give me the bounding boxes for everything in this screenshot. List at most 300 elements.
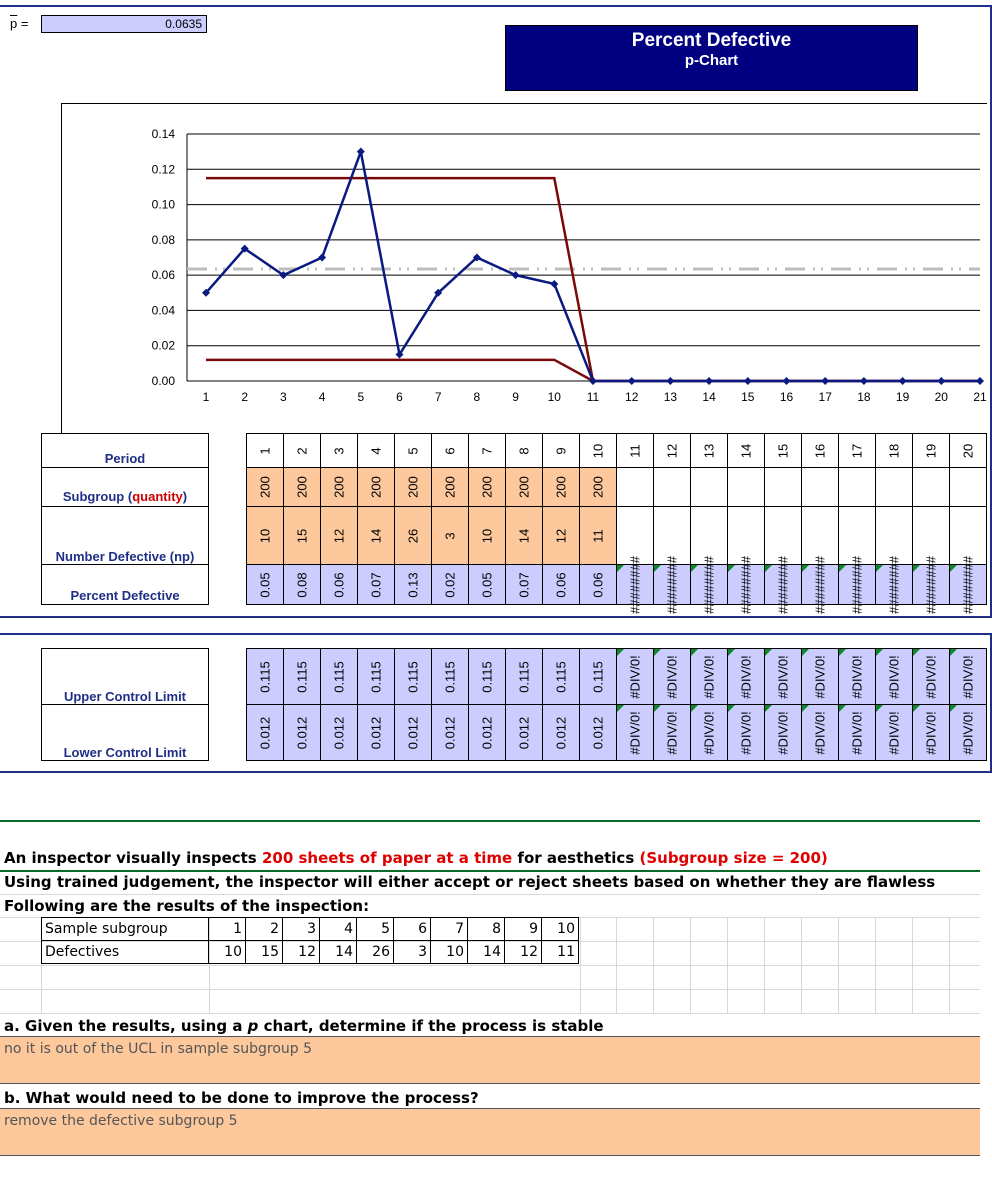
qa-b: chart, determine if the process is stable <box>258 1017 604 1035</box>
pct-cell-text: 0.05 <box>257 571 273 598</box>
np-cell-text: 3 <box>442 531 458 540</box>
period-cell-text: 20 <box>960 443 976 458</box>
label-np: Number Defective (np) <box>41 506 209 565</box>
subgroup-cell[interactable] <box>468 467 506 507</box>
p1d: (Subgroup size = 200) <box>639 849 828 867</box>
divider2 <box>0 870 980 872</box>
ucl-cell[interactable] <box>690 648 728 705</box>
defectives-value[interactable]: 10 <box>209 941 246 964</box>
subgroup-value[interactable]: 8 <box>468 918 505 941</box>
y-tick-label: 0.08 <box>151 232 175 247</box>
x-tick-label: 7 <box>434 390 442 404</box>
subgroup-cell[interactable] <box>357 467 395 507</box>
ucl-cell-text: 0.115 <box>294 660 310 693</box>
p1b: 200 sheets of paper at a time <box>261 849 513 867</box>
period-cell-text: 10 <box>590 443 606 458</box>
y-tick-label: 0.06 <box>151 268 175 283</box>
subgroup-cell[interactable] <box>875 467 913 507</box>
np-cell-text: 12 <box>331 528 347 543</box>
answer-b[interactable]: remove the defective subgroup 5 <box>0 1108 980 1156</box>
period-cell[interactable] <box>283 433 321 468</box>
subgroup-cell[interactable] <box>246 467 284 507</box>
subgroup-cell-text: 200 <box>331 476 347 498</box>
p1a: An inspector visually inspects <box>4 849 262 867</box>
lcl-cell[interactable] <box>838 704 876 761</box>
y-tick-label: 0.10 <box>151 197 175 212</box>
label-period: Period <box>41 433 209 468</box>
period-cell[interactable] <box>579 433 617 468</box>
lcl-cell[interactable] <box>246 704 284 761</box>
defectives-value[interactable]: 15 <box>246 941 283 964</box>
pct-cell-text: 0.07 <box>368 571 384 598</box>
y-tick-label: 0.12 <box>151 162 175 177</box>
ucl-cell[interactable] <box>579 648 617 705</box>
lcl-cell-text: #DIV/0! <box>886 710 902 755</box>
ucl-cell[interactable] <box>727 648 765 705</box>
ucl-cell-text: #DIV/0! <box>738 654 754 699</box>
subgroup-value[interactable]: 4 <box>320 918 357 941</box>
np-cell-text: 14 <box>368 528 384 543</box>
subgroup-cell[interactable] <box>912 467 950 507</box>
question-b: b. What would need to be done to improve the process? <box>4 1089 479 1107</box>
defectives-value[interactable]: 10 <box>431 941 468 964</box>
ucl-cell[interactable] <box>246 648 284 705</box>
ucl-cell[interactable] <box>320 648 358 705</box>
lcl-cell-text: 0.012 <box>257 716 273 749</box>
label-subgroup-text: Subgroup ( <box>62 489 133 504</box>
ucl-cell[interactable] <box>542 648 580 705</box>
pct-cell-text: ######## <box>775 555 791 614</box>
qa-a: a. Given the results, using a <box>4 1017 248 1035</box>
lcl-cell[interactable] <box>505 704 543 761</box>
period-cell-text: 3 <box>331 446 347 455</box>
data-point <box>705 377 713 385</box>
np-cell[interactable] <box>357 506 395 565</box>
lcl-cell-text: #DIV/0! <box>701 710 717 755</box>
np-cell[interactable] <box>246 506 284 565</box>
lcl-cell[interactable] <box>616 704 654 761</box>
answer-a[interactable]: no it is out of the UCL in sample subgroup 5 <box>0 1036 980 1084</box>
row-label-subgroup: Sample subgroup <box>42 918 209 941</box>
results-table <box>41 917 579 964</box>
period-cell[interactable] <box>505 433 543 468</box>
ucl-cell-text: #DIV/0! <box>664 654 680 699</box>
data-point <box>899 377 907 385</box>
x-tick-label: 2 <box>241 390 249 404</box>
lcl-cell-text: #DIV/0! <box>775 710 791 755</box>
lcl-cell[interactable] <box>949 704 987 761</box>
pct-cell-text: ######## <box>627 555 643 614</box>
period-cell[interactable] <box>468 433 506 468</box>
qa-p: p <box>247 1017 259 1035</box>
defectives-value[interactable]: 14 <box>320 941 357 964</box>
period-cell[interactable] <box>912 433 950 468</box>
x-tick-label: 1 <box>202 390 210 404</box>
subgroup-value[interactable]: 6 <box>394 918 431 941</box>
subgroup-value[interactable]: 5 <box>357 918 394 941</box>
subgroup-cell[interactable] <box>320 467 358 507</box>
ucl-cell[interactable] <box>505 648 543 705</box>
percent-defective-line <box>206 152 980 381</box>
sheet-col-line <box>653 917 654 1013</box>
pct-cell[interactable] <box>505 564 543 605</box>
pct-cell[interactable] <box>579 564 617 605</box>
subgroup-cell[interactable] <box>949 467 987 507</box>
subgroup-cell[interactable] <box>542 467 580 507</box>
sheet-col-line <box>875 917 876 1013</box>
ucl-cell[interactable] <box>653 648 691 705</box>
ucl-cell[interactable] <box>468 648 506 705</box>
period-cell-text: 15 <box>775 443 791 458</box>
ucl-cell-text: #DIV/0! <box>812 654 828 699</box>
pct-cell[interactable] <box>246 564 284 605</box>
data-point <box>821 377 829 385</box>
sheet-col-line <box>616 917 617 1013</box>
lcl-cell-text: #DIV/0! <box>923 710 939 755</box>
pct-cell[interactable] <box>801 555 839 614</box>
subgroup-cell[interactable] <box>727 467 765 507</box>
ucl-cell-text: #DIV/0! <box>923 654 939 699</box>
np-cell[interactable] <box>431 506 469 565</box>
label-ucl: Upper Control Limit <box>41 648 209 705</box>
np-cell-text: 12 <box>553 528 569 543</box>
pct-cell[interactable] <box>431 564 469 605</box>
pct-cell[interactable] <box>875 555 913 614</box>
subgroup-cell[interactable] <box>579 467 617 507</box>
x-tick-label: 14 <box>702 390 716 404</box>
pct-cell[interactable] <box>764 555 802 614</box>
subgroup-cell[interactable] <box>616 467 654 507</box>
defectives-value[interactable]: 14 <box>468 941 505 964</box>
sheet-row-line <box>0 965 980 966</box>
np-cell-text: 15 <box>294 528 310 543</box>
subgroup-value[interactable]: 7 <box>431 918 468 941</box>
ucl-cell[interactable] <box>283 648 321 705</box>
subgroup-value[interactable]: 3 <box>283 918 320 941</box>
chart-title: Percent Defective <box>631 30 792 51</box>
subgroup-cell-text: 200 <box>553 476 569 498</box>
lcl-cell-text: #DIV/0! <box>627 710 643 755</box>
lcl-cell[interactable] <box>875 704 913 761</box>
period-cell-text: 6 <box>442 446 458 455</box>
ucl-cell-text: #DIV/0! <box>701 654 717 699</box>
ucl-cell-text: 0.115 <box>516 660 532 693</box>
subgroup-cell[interactable] <box>690 467 728 507</box>
pbar-symbol: $\overline{p}$ <box>10 16 18 31</box>
pct-cell-text: ######## <box>664 555 680 614</box>
pct-cell[interactable] <box>949 555 987 614</box>
pct-cell-text: ######## <box>960 555 976 614</box>
problem-line-1 <box>4 849 984 867</box>
lcl-cell[interactable] <box>468 704 506 761</box>
label-pct: Percent Defective <box>41 564 209 605</box>
table-row <box>42 918 579 941</box>
pct-cell[interactable] <box>468 564 506 605</box>
lcl-cell-text: #DIV/0! <box>812 710 828 755</box>
pct-cell[interactable] <box>690 555 728 614</box>
defectives-value[interactable]: 26 <box>357 941 394 964</box>
lcl-cell[interactable] <box>579 704 617 761</box>
period-cell[interactable] <box>838 433 876 468</box>
subgroup-cell[interactable] <box>283 467 321 507</box>
y-tick-label: 0.00 <box>151 374 175 388</box>
lcl-cell-text: 0.012 <box>479 716 495 749</box>
subgroup-value[interactable]: 9 <box>505 918 542 941</box>
y-tick-label: 0.02 <box>151 338 175 353</box>
lcl-cell-text: #DIV/0! <box>960 710 976 755</box>
ucl-cell-text: 0.115 <box>331 660 347 693</box>
period-cell[interactable] <box>431 433 469 468</box>
subgroup-cell[interactable] <box>431 467 469 507</box>
x-tick-label: 20 <box>934 390 948 404</box>
ucl-cell[interactable] <box>764 648 802 705</box>
ucl-cell[interactable] <box>912 648 950 705</box>
period-cell-text: 17 <box>849 443 865 458</box>
ucl-cell-text: 0.115 <box>257 660 273 693</box>
lcl-cell[interactable] <box>394 704 432 761</box>
defectives-value[interactable]: 12 <box>283 941 320 964</box>
defectives-value[interactable]: 12 <box>505 941 542 964</box>
lcl-cell[interactable] <box>431 704 469 761</box>
subgroup-value[interactable]: 10 <box>542 918 579 941</box>
pct-cell[interactable] <box>616 555 654 614</box>
subgroup-cell[interactable] <box>801 467 839 507</box>
lcl-cell[interactable] <box>764 704 802 761</box>
data-point <box>550 280 558 288</box>
x-tick-label: 19 <box>895 390 910 404</box>
period-cell[interactable] <box>727 433 765 468</box>
sheet-col-line <box>801 917 802 1013</box>
sheet-col-line <box>949 917 950 1013</box>
np-cell-text: 14 <box>516 528 532 543</box>
ucl-cell[interactable] <box>616 648 654 705</box>
period-cell[interactable] <box>949 433 987 468</box>
lcl-cell-text: 0.012 <box>294 716 310 749</box>
period-cell[interactable] <box>875 433 913 468</box>
label-subgroup-qty: quantity <box>132 489 183 504</box>
np-cell[interactable] <box>468 506 506 565</box>
subgroup-cell-text: 200 <box>479 476 495 498</box>
period-cell-text: 2 <box>294 446 310 455</box>
lcl-cell[interactable] <box>357 704 395 761</box>
np-cell-text: 10 <box>257 528 273 543</box>
period-cell[interactable] <box>616 433 654 468</box>
ucl-cell-text: 0.115 <box>553 660 569 693</box>
ucl-cell-text: #DIV/0! <box>849 654 865 699</box>
sheet-col-line <box>690 917 691 1013</box>
subgroup-cell-text: 200 <box>294 476 310 498</box>
period-cell[interactable] <box>653 433 691 468</box>
period-cell-text: 5 <box>405 446 421 455</box>
label-subgroup-end: ) <box>182 489 188 504</box>
pct-cell-text: 0.07 <box>516 571 532 598</box>
ucl-cell-text: 0.115 <box>590 660 606 693</box>
row-label-defectives: Defectives <box>42 941 209 964</box>
period-cell-text: 9 <box>553 446 569 455</box>
sheet-col-line <box>838 917 839 1013</box>
subgroup-cell[interactable] <box>394 467 432 507</box>
pct-cell-text: ######## <box>812 555 828 614</box>
lcl-cell-text: 0.012 <box>553 716 569 749</box>
lcl-cell[interactable] <box>283 704 321 761</box>
problem-line-2: Using trained judgement, the inspector will either accept or reject sheets based on whether they are flawless <box>4 873 936 891</box>
x-tick-label: 6 <box>396 390 403 404</box>
pct-cell[interactable] <box>912 555 950 614</box>
pct-cell-text: ######## <box>849 555 865 614</box>
ucl-cell[interactable] <box>875 648 913 705</box>
subgroup-cell[interactable] <box>838 467 876 507</box>
pct-cell-text: ######## <box>738 555 754 614</box>
question-a <box>4 1017 984 1035</box>
defectives-value[interactable]: 11 <box>542 941 579 964</box>
sheet-col-line <box>764 917 765 1013</box>
x-tick-label: 4 <box>318 390 326 404</box>
pct-cell[interactable] <box>653 555 691 614</box>
sheet-row-line <box>0 1013 980 1014</box>
lcl-cell[interactable] <box>801 704 839 761</box>
ucl-cell-text: #DIV/0! <box>886 654 902 699</box>
period-cell-text: 16 <box>812 443 828 458</box>
pbar-label: $\overline{p}$ = <box>10 16 29 31</box>
pct-cell[interactable] <box>320 564 358 605</box>
np-cell[interactable] <box>505 506 543 565</box>
x-tick-label: 8 <box>473 390 481 404</box>
period-cell-text: 18 <box>886 443 902 458</box>
subgroup-value[interactable]: 1 <box>209 918 246 941</box>
ucl-cell[interactable] <box>949 648 987 705</box>
sheet-col-line <box>727 917 728 1013</box>
data-point <box>357 148 365 156</box>
table-row <box>42 941 579 964</box>
ucl-cell-text: 0.115 <box>479 660 495 693</box>
pct-cell-text: 0.06 <box>331 571 347 598</box>
y-tick-label: 0.14 <box>151 127 175 141</box>
subgroup-cell-text: 200 <box>442 476 458 498</box>
lcl-cell-text: 0.012 <box>442 716 458 749</box>
ucl-cell[interactable] <box>838 648 876 705</box>
lcl-cell[interactable] <box>912 704 950 761</box>
period-cell[interactable] <box>357 433 395 468</box>
lcl-cell-text: #DIV/0! <box>738 710 754 755</box>
pct-cell[interactable] <box>283 564 321 605</box>
period-cell-text: 11 <box>627 443 643 458</box>
pct-cell-text: 0.06 <box>590 571 606 598</box>
subgroup-cell[interactable] <box>653 467 691 507</box>
period-cell[interactable] <box>246 433 284 468</box>
pct-cell-text: 0.05 <box>479 571 495 598</box>
np-cell-text: 10 <box>479 528 495 543</box>
lcl-cell[interactable] <box>542 704 580 761</box>
pct-cell[interactable] <box>542 564 580 605</box>
period-cell-text: 19 <box>923 443 939 458</box>
np-cell-text: 26 <box>405 528 421 543</box>
subgroup-cell-text: 200 <box>257 476 273 498</box>
lcl-cell[interactable] <box>690 704 728 761</box>
period-cell-text: 4 <box>368 446 384 455</box>
pct-cell-text: ######## <box>886 555 902 614</box>
lcl-cell[interactable] <box>727 704 765 761</box>
data-point <box>628 377 636 385</box>
ucl-cell[interactable] <box>394 648 432 705</box>
x-tick-label: 21 <box>973 390 987 404</box>
y-tick-label: 0.04 <box>151 303 175 318</box>
sheet-row-line <box>0 894 980 895</box>
x-tick-label: 9 <box>512 390 519 404</box>
pbar-value[interactable]: 0.0635 <box>41 15 207 33</box>
pct-cell[interactable] <box>357 564 395 605</box>
np-cell[interactable] <box>320 506 358 565</box>
lcl-cell-text: 0.012 <box>405 716 421 749</box>
np-cell[interactable] <box>579 506 617 565</box>
pct-cell[interactable] <box>838 555 876 614</box>
x-tick-label: 10 <box>547 390 561 404</box>
problem-line-3: Following are the results of the inspection: <box>4 897 370 915</box>
period-cell-text: 13 <box>701 443 717 458</box>
lcl-cell[interactable] <box>653 704 691 761</box>
ucl-cell-text: #DIV/0! <box>627 654 643 699</box>
data-point <box>744 377 752 385</box>
x-tick-label: 12 <box>625 390 639 404</box>
ucl-cell-text: 0.115 <box>442 660 458 693</box>
sheet-row-line <box>0 989 980 990</box>
np-cell[interactable] <box>283 506 321 565</box>
subgroup-cell[interactable] <box>505 467 543 507</box>
period-cell-text: 1 <box>257 446 273 455</box>
period-cell[interactable] <box>764 433 802 468</box>
subgroup-cell[interactable] <box>764 467 802 507</box>
ucl-cell[interactable] <box>801 648 839 705</box>
lcl-cell-text: 0.012 <box>590 716 606 749</box>
subgroup-cell-text: 200 <box>368 476 384 498</box>
pct-cell[interactable] <box>727 555 765 614</box>
ucl-cell-text: #DIV/0! <box>960 654 976 699</box>
period-cell-text: 12 <box>664 443 680 458</box>
ucl-cell-text: 0.115 <box>368 660 384 693</box>
x-tick-label: 13 <box>663 390 678 404</box>
ucl-cell[interactable] <box>357 648 395 705</box>
pct-cell-text: 0.08 <box>294 571 310 598</box>
data-point <box>937 377 945 385</box>
x-tick-label: 16 <box>779 390 794 404</box>
period-cell[interactable] <box>394 433 432 468</box>
lcl-cell[interactable] <box>320 704 358 761</box>
label-subgroup <box>41 467 209 507</box>
data-point <box>666 377 674 385</box>
np-cell[interactable] <box>394 506 432 565</box>
data-point <box>860 377 868 385</box>
x-tick-label: 3 <box>280 390 287 404</box>
subgroup-cell-text: 200 <box>405 476 421 498</box>
x-tick-label: 11 <box>586 390 600 404</box>
subgroup-cell-text: 200 <box>516 476 532 498</box>
pct-cell-text: 0.13 <box>405 571 421 598</box>
pct-cell-text: ######## <box>923 555 939 614</box>
x-tick-label: 5 <box>357 390 365 404</box>
period-cell-text: 14 <box>738 443 754 458</box>
period-cell-text: 8 <box>516 446 532 455</box>
period-cell-text: 7 <box>479 446 495 455</box>
lcl-cell-text: 0.012 <box>331 716 347 749</box>
subgroup-value[interactable]: 2 <box>246 918 283 941</box>
ucl-cell[interactable] <box>431 648 469 705</box>
defectives-value[interactable]: 3 <box>394 941 431 964</box>
period-cell[interactable] <box>542 433 580 468</box>
np-cell[interactable] <box>542 506 580 565</box>
period-cell[interactable] <box>690 433 728 468</box>
period-cell[interactable] <box>801 433 839 468</box>
period-cell[interactable] <box>320 433 358 468</box>
pct-cell[interactable] <box>394 564 432 605</box>
